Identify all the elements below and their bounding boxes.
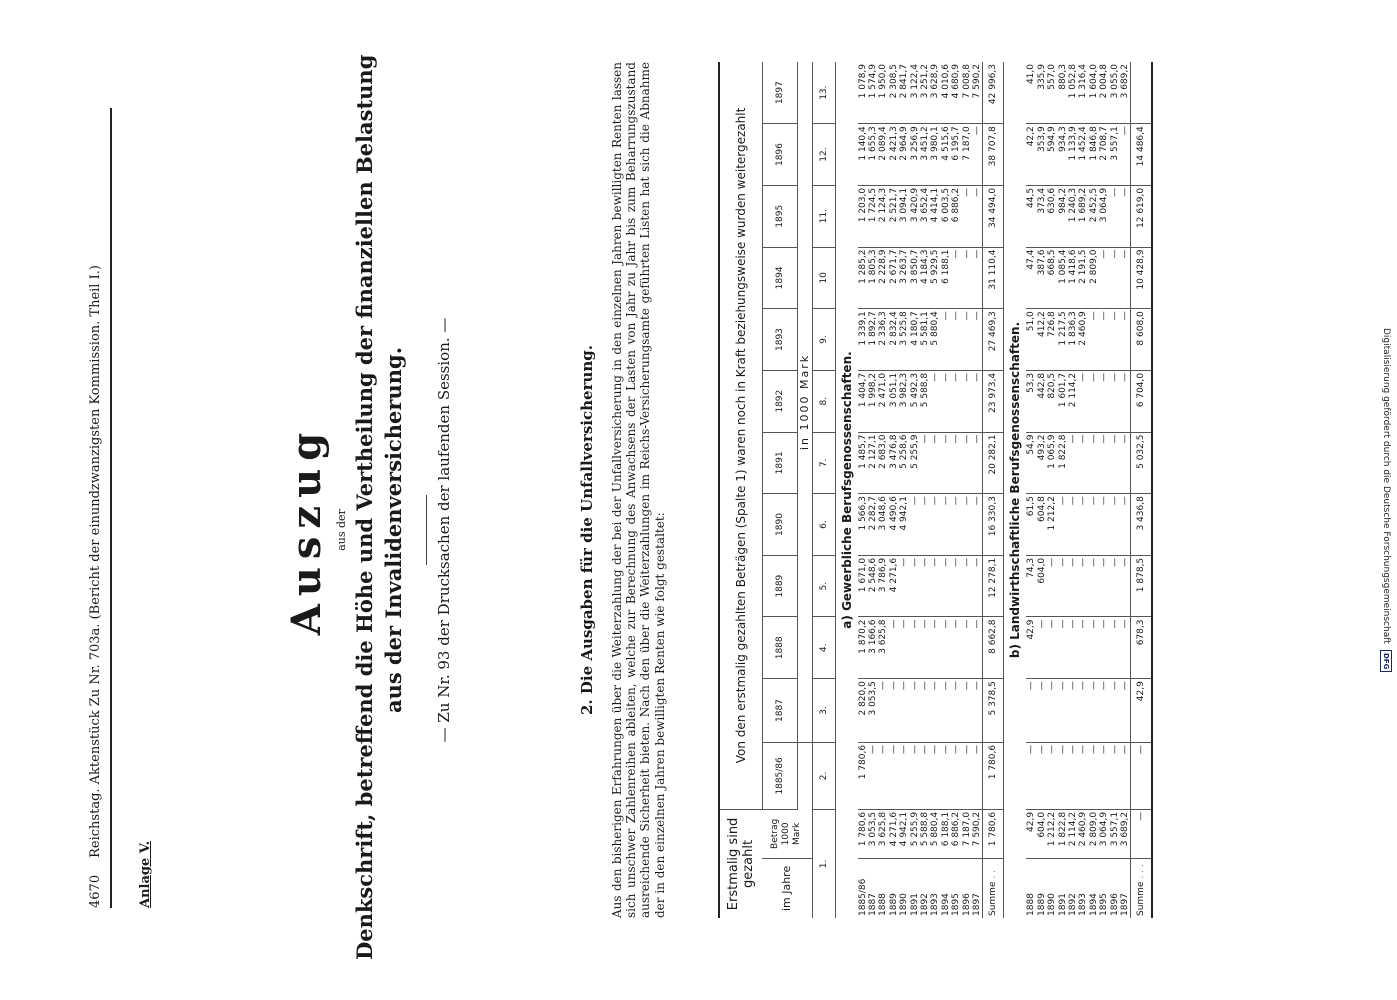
- a-sum-1892: 23 973,4: [983, 370, 1004, 432]
- col-number-1: 1.: [812, 809, 835, 918]
- a-sum-1896: 38 707,8: [983, 124, 1004, 186]
- b-sum-1889: 678,3: [1131, 617, 1153, 679]
- a-col-1895: 1 203,0 1 724,5 2 124,3 2 521,7 3 094,1 3 420,9 3 652,4 4 414,1 6 003,5 6 886,2 — —: [858, 185, 983, 247]
- header-text: Reichstag. Aktenstück Zu Nr. 703a. (Bericht der einundzwanzigsten Kommission. Theil I.): [88, 265, 103, 858]
- b-col-1892: 53,3 442,8 820,5 1 601,7 2 114,2 — — — — —: [1026, 370, 1131, 432]
- year-head-1893: 1893: [762, 309, 797, 371]
- header-left: Erstmalig sind gezahlt: [719, 809, 762, 918]
- b-sum-1891: 3 436,8: [1131, 494, 1153, 556]
- col-number-12: 12.: [812, 124, 835, 186]
- col-number-10: 10: [812, 247, 835, 309]
- b-sum-1888: 42,9: [1131, 679, 1153, 743]
- a-years: 1885/86 1887 1888 1889 1890 1891 1892 1893 1894 1895 1896 1897: [857, 878, 982, 916]
- a-sum-1897: 42 996,3: [983, 62, 1004, 124]
- intro-paragraph: Aus den bisherigen Erfahrungen über die Weiterzahlung der bei der Unfallversicherung in den einzelnen Jahren bewilligten Renten lassen sich unschwer Zahlenreihen ableiten, welche zur Berechnung des Anwachsens der Lasten von Jahr zu Jahr bis zum Beharrungszustand ausreichende Sicherheit bieten. Nach den über die Weiterzahlungen im Reichs-Versicherungsamte geführten Listen hat sich die Abnahme der in den einzelnen Jahren bewilligten Renten wie folgt gestaltet:: [610, 62, 667, 918]
- col-number-2: 2.: [812, 742, 835, 809]
- col-number-7: 7.: [812, 432, 835, 494]
- b-col-1888: 42,9 — — — — — — — — —: [1026, 617, 1131, 679]
- a-col-1885: 1 780,6 — — — — — — — — — — —: [858, 742, 983, 809]
- year-head-1897: 1897: [762, 62, 797, 124]
- a-sum-1891: 20 282,1: [983, 432, 1004, 494]
- section-b-title: b) Landwirthschaftliche Berufsgenossenschaften.: [1004, 62, 1027, 918]
- b-col-1887: — — — — — — — — — —: [1026, 679, 1131, 743]
- b-col-1894: 47,4 387,6 668,5 1 085,4 1 418,6 2 191,5 2 809,0 — — —: [1026, 247, 1131, 309]
- a-col-1892: 1 404,7 1 998,2 2 471,0 3 051,1 3 982,3 5 492,3 5 588,8 — — — — —: [858, 370, 983, 432]
- b-col-1893: 51,0 412,2 726,8 1 217,5 1 836,3 2 460,9 — — — —: [1026, 309, 1131, 371]
- a-col-1889: 1 671,0 2 548,6 3 786,9 4 271,6 — — — — — — — —: [858, 555, 983, 617]
- a-col-1896: 1 140,4 1 655,3 2 089,4 2 421,3 2 964,9 3 256,9 3 451,2 3 980,1 4 515,6 6 195,7 7 187,0 —: [858, 124, 983, 186]
- b-sum-label-text: Summe: [1136, 881, 1147, 916]
- header-rule: [110, 108, 112, 908]
- year-head-1887: 1887: [762, 679, 797, 743]
- col-number-4: 4.: [812, 617, 835, 679]
- b-sum-1897: 14 486,4: [1131, 124, 1153, 186]
- title-aus-der: aus der: [335, 509, 348, 551]
- a-col-1897: 1 078,9 1 574,9 1 950,0 2 308,5 2 841,7 3 122,4 3 251,2 3 628,9 4 010,6 4 680,9 7 008,8 7 590,2: [858, 62, 983, 124]
- col-number-13: 13.: [812, 62, 835, 124]
- col-number-6: 6.: [812, 494, 835, 556]
- a-amounts: 1 780,6 3 053,5 3 625,8 4 271,6 4 942,1 5 255,9 5 588,8 5 880,4 6 188,1 6 886,2 7 187,0 7 590,2: [858, 809, 983, 858]
- a-sum-label: Summe . .: [983, 858, 1004, 918]
- a-col-1890: 1 566,3 2 282,7 3 048,6 4 490,6 4 942,1 — — — — — — —: [858, 494, 983, 556]
- b-col-1895: 44,5 373,4 630,6 984,2 1 240,3 1 689,2 2 452,5 3 064,9 — —: [1026, 185, 1131, 247]
- page-number: 4670: [88, 874, 103, 908]
- b-years: 1888 1889 1890 1891 1892 1893 1894 1895 1896 1897: [1026, 893, 1131, 916]
- b-col-1889: 74,3 604,0 — — — — — — — —: [1026, 555, 1131, 617]
- b-sum-1885: —: [1131, 809, 1153, 858]
- year-head-1892: 1892: [762, 370, 797, 432]
- title-reference: — Zu Nr. 93 der Drucksachen der laufenden Session. —: [435, 317, 453, 743]
- a-col-1894: 1 285,2 1 805,3 2 228,9 2 671,7 3 263,7 3 850,7 4 184,3 5 929,5 6 188,1 — — —: [858, 247, 983, 309]
- b-sum-1895: 10 428,9: [1131, 247, 1153, 309]
- a-col-1891: 1 485,7 2 127,1 2 683,0 3 476,8 5 258,6 5 255,9 — — — — — —: [858, 432, 983, 494]
- b-col-1897: 41,0 335,9 557,0 880,3 1 052,8 1 316,4 1 604,0 2 004,8 3 055,0 3 689,2: [1026, 62, 1131, 124]
- a-sum-1894: 31 110,4: [983, 247, 1004, 309]
- b-amounts: 42,9 604,0 1 212,2 1 822,8 2 114,2 2 460,9 2 809,0 3 064,9 3 557,1 3 689,2: [1026, 809, 1131, 858]
- header-amount: Betrag 1000 Mark: [762, 809, 812, 858]
- title-block: [283, 54, 453, 960]
- b-sum-extra: [1131, 62, 1153, 124]
- section-title: 2. Die Ausgaben für die Unfallversicherung.: [578, 345, 596, 716]
- col-number-5: 5.: [812, 555, 835, 617]
- pension-table: [718, 62, 1153, 918]
- year-head-1896: 1896: [762, 124, 797, 186]
- digitization-note-text: Digitalisierung gefördert durch die Deutsche Forschungsgemeinschaft: [1381, 327, 1391, 644]
- a-sum-1895: 34 494,0: [983, 185, 1004, 247]
- b-col-1885: — — — — — — — — — —: [1026, 742, 1131, 809]
- year-head-1885: 1885/86: [762, 742, 797, 809]
- year-head-1888: 1888: [762, 617, 797, 679]
- title-line-2: aus der Invalidenversicherung.: [381, 346, 406, 714]
- a-sum-1889: 12 278,1: [983, 555, 1004, 617]
- unit-label: in 1000 Mark: [797, 62, 812, 742]
- year-head-1889: 1889: [762, 555, 797, 617]
- year-head-1895: 1895: [762, 185, 797, 247]
- b-col-1891: 54,9 493,2 1 065,9 1 822,8 — — — — — —: [1026, 432, 1131, 494]
- a-col-1888: 1 870,2 3 166,6 3 625,8 — — — — — — — — —: [858, 617, 983, 679]
- year-head-1891: 1891: [762, 432, 797, 494]
- b-col-1890: 61,5 604,8 1 212,2 — — — — — — —: [1026, 494, 1131, 556]
- b-col-1896: 42,2 353,9 594,9 934,3 1 133,9 1 452,4 1 846,8 2 708,7 3 557,1 —: [1026, 124, 1131, 186]
- header-year: im Jahre: [780, 865, 794, 912]
- section-a-sum-row: [983, 62, 1004, 918]
- year-head-1890: 1890: [762, 494, 797, 556]
- b-sum-1894: 8 608,0: [1131, 309, 1153, 371]
- a-sum-1890: 16 330,3: [983, 494, 1004, 556]
- col-number-9: 9.: [812, 309, 835, 371]
- a-sum-1885: 1 780,6: [983, 742, 1004, 809]
- title-line-1: Denkschrift, betreffend die Höhe und Vertheilung der finanziellen Belastung: [352, 54, 377, 960]
- section-b-rows: [1026, 62, 1131, 918]
- appendix-label: Anlage V.: [138, 840, 153, 908]
- b-sum-1892: 5 032,5: [1131, 432, 1153, 494]
- col-number-8: 8.: [812, 370, 835, 432]
- year-head-1894: 1894: [762, 247, 797, 309]
- a-sum-1887: 5 378,5: [983, 679, 1004, 743]
- a-sum-1893: 27 469,3: [983, 309, 1004, 371]
- a-sum-1888: 8 662,8: [983, 617, 1004, 679]
- col-number-3: 3.: [812, 679, 835, 743]
- b-sum-1890: 1 878,5: [1131, 555, 1153, 617]
- title-rule: [426, 495, 427, 565]
- b-sum-1887: —: [1131, 742, 1153, 809]
- running-header: [88, 108, 103, 908]
- col-number-11: 11.: [812, 185, 835, 247]
- section-b-sum-row: [1131, 62, 1153, 918]
- b-sum-1896: 12 619,0: [1131, 185, 1153, 247]
- header-right: Von den erstmalig gezahlten Beträgen (Spalte 1) waren noch in Kraft beziehungsweise wurden weitergezahlt: [719, 62, 762, 809]
- a-sum-label-text: Summe: [988, 881, 999, 916]
- b-sum-1893: 6 704,0: [1131, 370, 1153, 432]
- a-col-1887: 2 820,0 3 053,5 — — — — — — — — — —: [858, 679, 983, 743]
- section-a-rows: [858, 62, 983, 918]
- title-main: Auszug: [283, 424, 330, 636]
- a-col-1893: 1 339,1 1 892,7 2 336,3 2 832,4 3 525,8 4 180,7 5 581,1 5 880,4 — — — —: [858, 309, 983, 371]
- b-sum-label: Summe . . .: [1131, 858, 1153, 918]
- dfg-logo: DFG: [1380, 650, 1392, 672]
- a-sum-amount: 1 780,6: [983, 809, 1004, 858]
- section-a-title: a) Gewerbliche Berufsgenossenschaften.: [835, 62, 858, 918]
